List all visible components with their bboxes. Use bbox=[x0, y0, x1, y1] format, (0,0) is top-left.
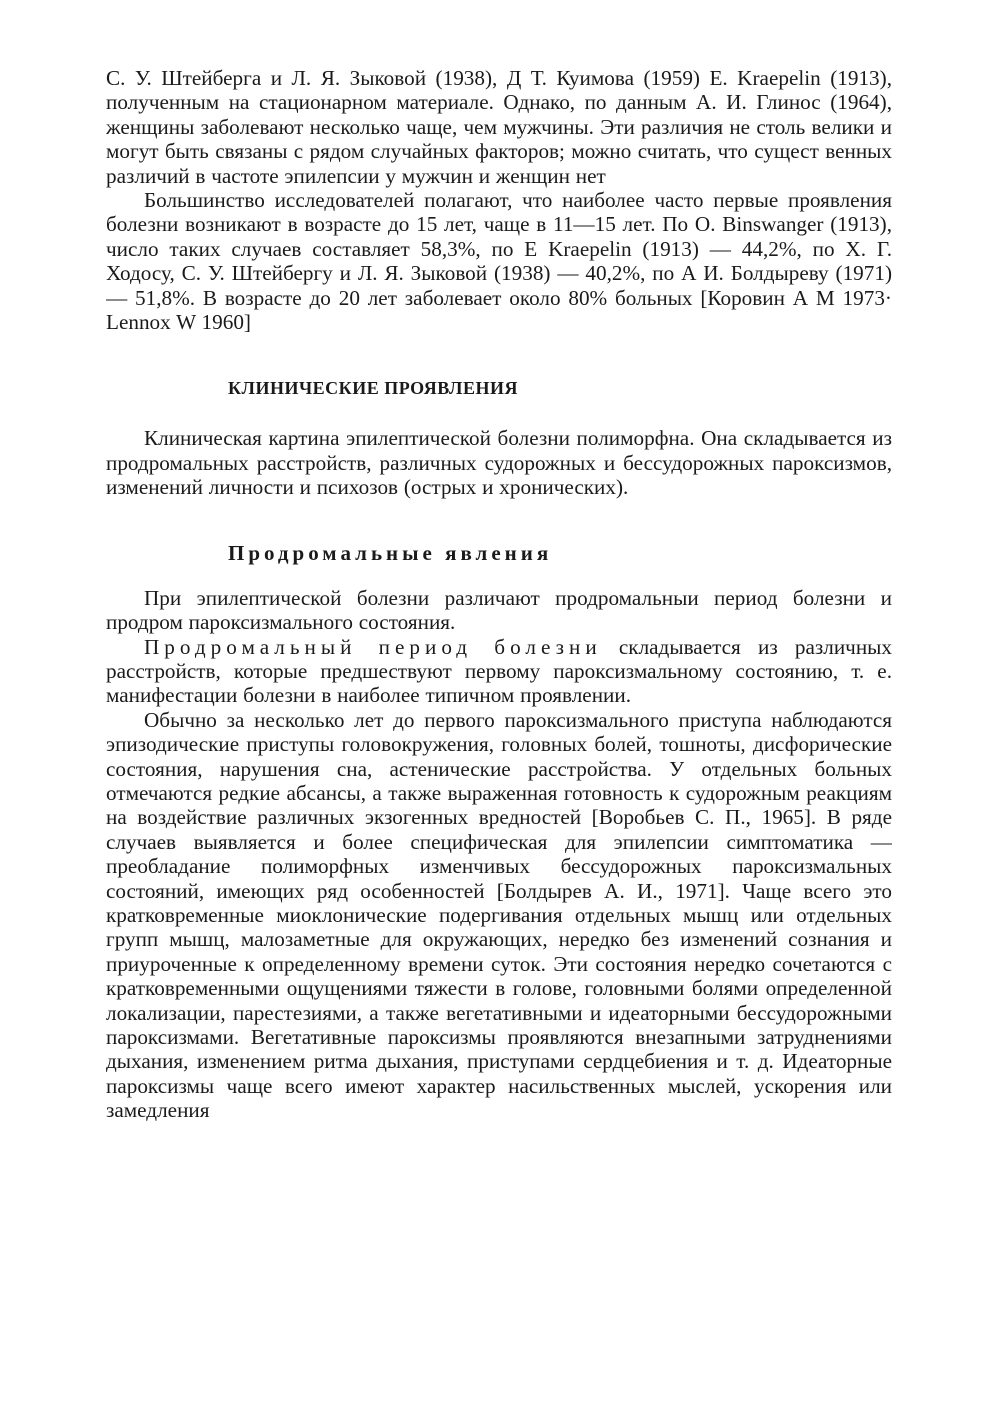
paragraph-age-onset: Большинство исследователей полагают, что наиболее часто первые проявления болезни возникают в возрасте до 15 лет, чаще в 11—15 лет. По О. Binswanger (1913), число таких случаев составляет 58,3%, по Е Kraepelin (1913) — 44,2%, по Х. Г. Ходосу, С. У. Штейбергу и Л. Я. Зыковой (1938) — 40,2%, по А И. Болдыреву (1971) — 51,8%. В возрасте до 20 лет заболевает около 80% больных [Коровин А М 1973· Lennox W 1960] bbox=[106, 188, 892, 335]
emphasis-prodromal-period: Продромальный период болезни bbox=[144, 634, 602, 659]
paragraph-sex-differences: С. У. Штейберга и Л. Я. Зыковой (1938), Д Т. Куимова (1959) Е. Kraepelin (1913), полученным на стационарном материале. Однако, по данным А. И. Глинос (1964), женщины заболевают несколько чаще, чем мужчины. Эти различия не столь велики и могут быть связаны с рядом случайных факторов; можно считать, что сущест венных различий в частоте эпилепсии у мужчин и женщин нет bbox=[106, 66, 892, 188]
paragraph-prodromal-symptoms: Обычно за несколько лет до первого пароксизмального приступа наблюдаются эпизодические приступы головокружения, головных болей, тошноты, дисфорические состояния, нарушения сна, астенические расстройства. У отдельных больных отмечаются редкие абсансы, а также выраженная готовность к судорожным реакциям на воздействие различных экзогенных вредностей [Воробьев С. П., 1965]. В ряде случаев выявляется и более специфическая для эпилепсии симптоматика — преобладание полиморфных изменчивых бессудорожных пароксизмальных состояний, имеющих ряд особенностей [Болдырев А. И., 1971]. Чаще всего это кратковременные миоклонические подергивания отдельных мышц или отдельных групп мышц, малозаметные для окружающих, нередко без изменений сознания и приуроченные к определенному времени суток. Эти состояния нередко сочетаются с кратковременными ощущениями тяжести в голове, головными болями определенной локализации, парестезиями, а также вегетативными и идеаторными бессудорожными пароксизмами. Вегетативные пароксизмы проявляются внезапными затруднениями дыхания, изменением ритма дыхания, приступами сердцебиения и т. д. Идеаторные пароксизмы чаще всего имеют характер насильственных мыслей, ускорения или замедления bbox=[106, 707, 892, 1123]
paragraph-prodromal-intro: При эпилептической болезни различают продромальныи период болезни и продром пароксизмального состояния. bbox=[106, 585, 892, 635]
section-heading-clinical: КЛИНИЧЕСКИЕ ПРОЯВЛЕНИЯ bbox=[228, 378, 518, 399]
paragraph-clinical-picture: Клиническая картина эпилептической болезни полиморфна. Она складывается из продромальных расстройств, различных судорожных и бессудорожных пароксизмов, изменений личности и психозов (острых и хронических). bbox=[106, 426, 892, 500]
paragraph-prodromal-period bbox=[106, 635, 892, 708]
document-page bbox=[106, 66, 892, 1356]
subsection-heading-prodromal: Продромальные явления bbox=[228, 540, 553, 565]
paragraph-prodromal-period-text: складывается из различных расстройств, которые предшествуют первому пароксизмальному состоянию, т. е. манифестации болезни в наиболее типичном проявлении. bbox=[106, 634, 892, 708]
